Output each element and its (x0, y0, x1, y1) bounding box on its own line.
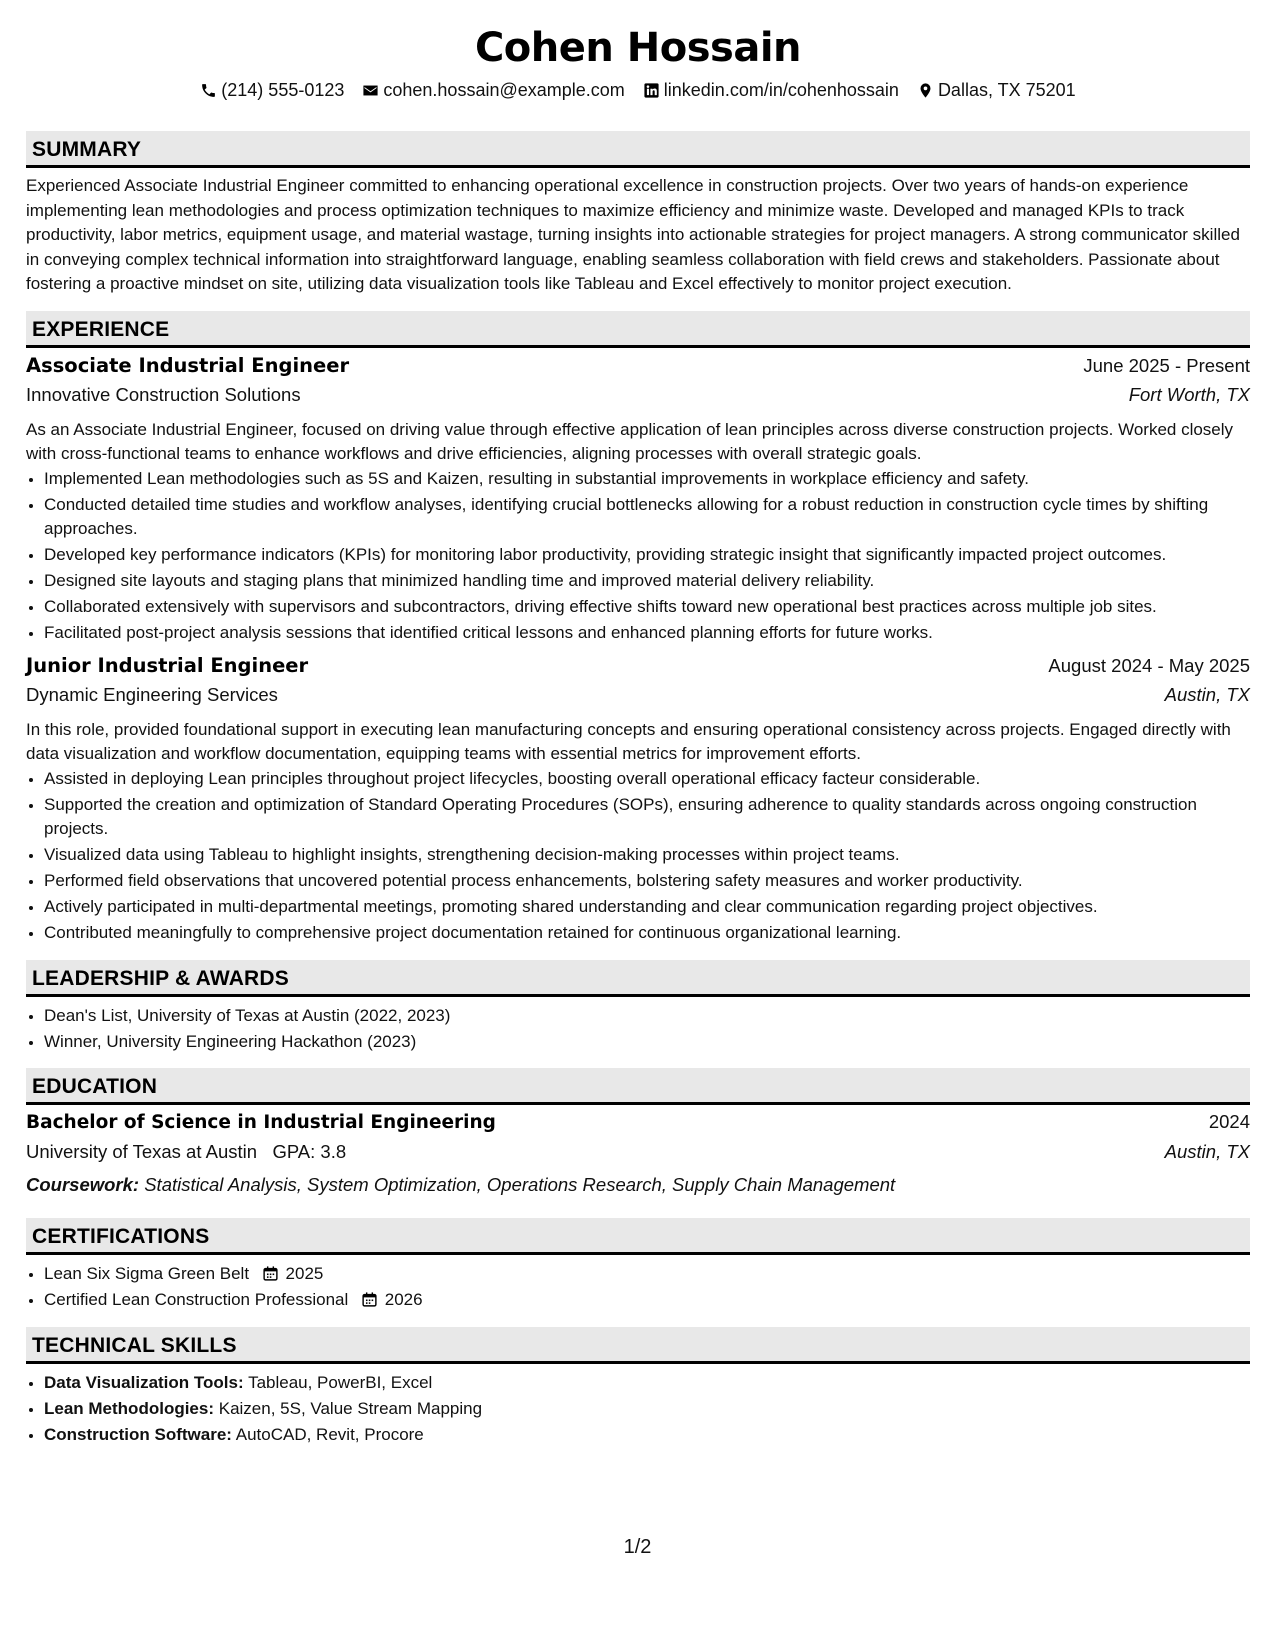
linkedin-icon (643, 82, 660, 99)
job-bullets (26, 467, 1250, 646)
contact-linkedin[interactable]: linkedin.com/in/cohenhossain (643, 80, 899, 101)
certifications-list (26, 1262, 1250, 1313)
skill-values: AutoCAD, Revit, Procore (235, 1424, 424, 1444)
phone-icon (200, 82, 217, 99)
section-heading: TECHNICAL SKILLS (26, 1327, 1250, 1364)
leadership-section (26, 960, 1250, 1055)
section-heading: SUMMARY (26, 131, 1250, 168)
list-item: • Actively participated in multi-departmental meetings, promoting shared understanding and clear communication regarding project objectives. (44, 895, 1250, 920)
skill-values: Kaizen, 5S, Value Stream Mapping (218, 1398, 483, 1418)
degree-title: Bachelor of Science in Industrial Engineering (26, 1112, 496, 1133)
coursework-line (26, 1170, 1250, 1200)
job-title: Junior Industrial Engineer (26, 653, 309, 677)
school-line (26, 1141, 346, 1163)
skill-values: Tableau, PowerBI, Excel (248, 1372, 433, 1392)
certifications-section (26, 1218, 1250, 1313)
job-location: Austin, TX (1164, 683, 1250, 705)
skill-category: Construction Software: (44, 1424, 232, 1444)
list-item (44, 1262, 1250, 1287)
list-item (44, 1288, 1250, 1313)
contact-email[interactable]: cohen.hossain@example.com (362, 80, 624, 101)
candidate-name: Cohen Hossain (474, 25, 802, 71)
certification-year: 2025 (285, 1264, 324, 1283)
envelope-icon (362, 82, 379, 99)
skill-category: Lean Methodologies: (44, 1398, 214, 1418)
map-pin-icon (917, 82, 934, 99)
contact-location: Dallas, TX 75201 (917, 80, 1076, 101)
certification-name: Lean Six Sigma Green Belt (44, 1264, 250, 1283)
list-item: • Implemented Lean methodologies such as 5S and Kaizen, resulting in substantial improvements in workplace efficiency and safety. (44, 467, 1250, 492)
list-item: • Dean's List, University of Texas at Austin (2022, 2023) (44, 1004, 1250, 1029)
section-heading: LEADERSHIP & AWARDS (26, 960, 1250, 997)
list-item: • Collaborated extensively with supervisors and subcontractors, driving effective shifts toward new operational best practices across multiple job sites. (44, 595, 1250, 620)
list-item: • Designed site layouts and staging plans that minimized handling time and improved material delivery reliability. (44, 569, 1250, 594)
section-heading: CERTIFICATIONS (26, 1218, 1250, 1255)
list-item: • Visualized data using Tableau to highlight insights, strengthening decision-making processes within project teams. (44, 843, 1250, 868)
school-name: University of Texas at Austin (26, 1141, 258, 1162)
certification-name: Certified Lean Construction Professional (44, 1290, 349, 1309)
graduation-year: 2024 (1208, 1111, 1250, 1132)
school-location: Austin, TX (1164, 1141, 1250, 1162)
list-item: • Facilitated post-project analysis sessions that identified critical lessons and enhanced planning efforts for future works. (44, 621, 1250, 646)
list-item (44, 1397, 1250, 1422)
job-dates: August 2024 - May 2025 (1048, 654, 1250, 676)
experience-section (26, 311, 1250, 946)
list-item (44, 1423, 1250, 1448)
skill-category: Data Visualization Tools: (44, 1372, 244, 1392)
contact-bar (26, 78, 1250, 102)
list-item: • Winner, University Engineering Hackathon (2023) (44, 1030, 1250, 1055)
list-item: • Conducted detailed time studies and workflow analyses, identifying crucial bottlenecks allowing for a robust reduction in construction cycle times by shifting approaches. (44, 493, 1250, 542)
job-bullets (26, 767, 1250, 946)
list-item: • Contributed meaningfully to comprehensive project documentation retained for continuous organizational learning. (44, 921, 1250, 946)
skills-list (26, 1371, 1250, 1448)
job-entry (26, 354, 1250, 646)
page-indicator: 1/2 (623, 1536, 652, 1558)
certification-year: 2026 (384, 1290, 423, 1309)
resume-page (26, 0, 1250, 1449)
gpa: GPA: 3.8 (272, 1141, 347, 1162)
coursework-list: Statistical Analysis, System Optimization, Operations Research, Supply Chain Management (144, 1174, 896, 1195)
job-entry (26, 654, 1250, 946)
contact-phone[interactable]: (214) 555-0123 (200, 80, 344, 101)
section-heading: EDUCATION (26, 1068, 1250, 1105)
summary-section (26, 131, 1250, 297)
list-item: • Developed key performance indicators (KPIs) for monitoring labor productivity, providing strategic insight that significantly impacted project outcomes. (44, 543, 1250, 568)
list-item: • Performed field observations that uncovered potential process enhancements, bolstering safety measures and worker productivity. (44, 869, 1250, 894)
list-item: • Supported the creation and optimization of Standard Operating Procedures (SOPs), ensuring adherence to quality standards across ongoing construction projects. (44, 793, 1250, 842)
section-heading: EXPERIENCE (26, 311, 1250, 348)
job-description: In this role, provided foundational support in executing lean manufacturing concepts and ensuring operational consistency across projects. Engaged directly with data visualization and workflow documentation, equipping teams with essential metrics for improvement efforts. (26, 719, 1231, 763)
company-name: Innovative Construction Solutions (26, 383, 301, 405)
skills-section (26, 1327, 1250, 1448)
coursework-label: Coursework: (26, 1174, 140, 1195)
calendar-icon (262, 1265, 279, 1282)
job-description: As an Associate Industrial Engineer, focused on driving value through effective application of lean principles across diverse construction projects. Worked closely with cross-functional teams to enhance workflows and drive efficiencies, aligning processes with overall strategic goals. (26, 419, 1234, 463)
job-title: Associate Industrial Engineer (26, 353, 350, 377)
summary-text: Experienced Associate Industrial Engineer committed to enhancing operational excellence in construction projects. Over two years of hands-on experience implementing lean methodologies and process optimization techniques to maximize efficiency and minimize waste. Developed and managed KPIs to track productivity, labor metrics, equipment usage, and material wastage, turning insights into actionable strategies for project managers. A strong communicator skilled in conveying complex technical information into straightforward language, enabling seamless collaboration with field crews and stakeholders. Passionate about fostering a proactive mindset on site, utilizing data visualization tools like Tableau and Excel effectively to monitor project execution. (26, 176, 1240, 293)
company-name: Dynamic Engineering Services (26, 683, 278, 705)
calendar-icon (361, 1291, 378, 1308)
list-item (44, 1371, 1250, 1396)
awards-list (26, 1004, 1250, 1055)
education-section (26, 1068, 1250, 1200)
job-location: Fort Worth, TX (1128, 383, 1250, 405)
job-dates: June 2025 - Present (1083, 354, 1250, 376)
list-item: • Assisted in deploying Lean principles throughout project lifecycles, boosting overall operational efficacy facteur considerable. (44, 767, 1250, 792)
